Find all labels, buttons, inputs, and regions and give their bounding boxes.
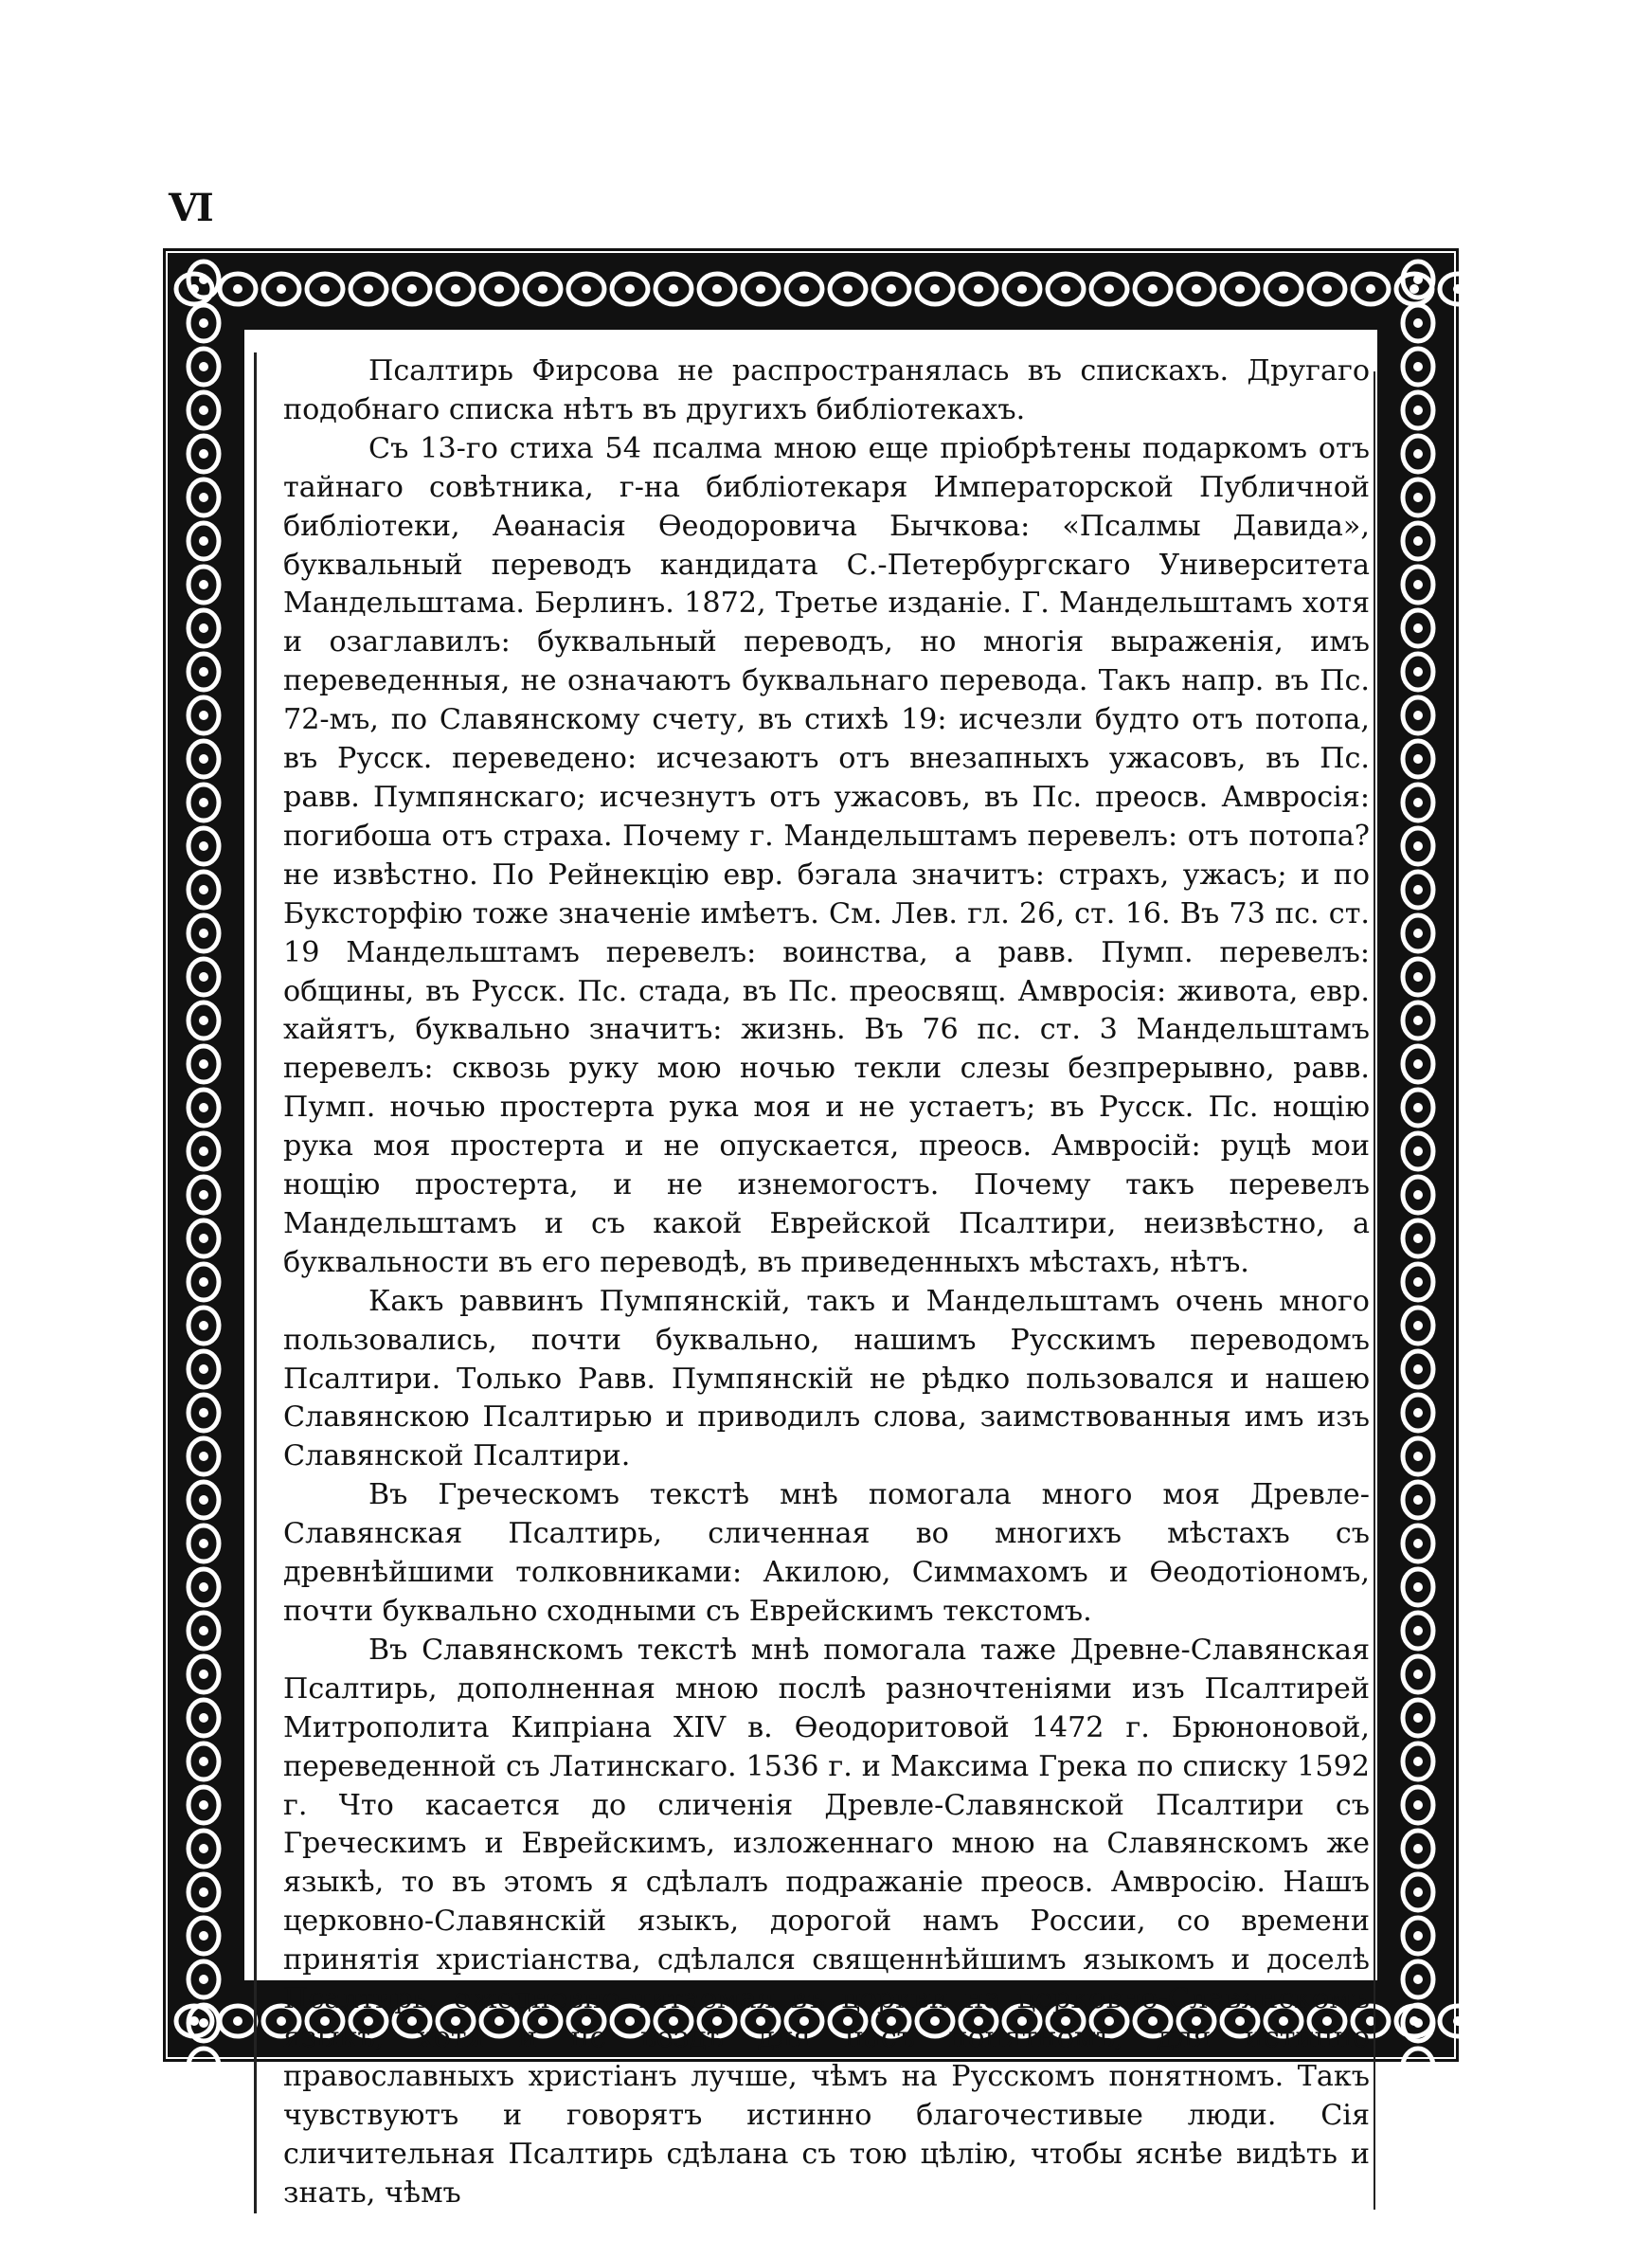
- page-number: VI: [169, 186, 212, 230]
- paragraph: Какъ раввинъ Пумпянскій, такъ и Мандельштамъ очень много пользовались, почти буквально, нашимъ Русскимъ переводомъ Псалтири. Только Равв. Пумпянскій не рѣдко пользовался и нашею Славянскою Псалтирью и приводилъ слова, заимствованныя имъ изъ Славянской Псалтири.: [283, 1284, 1370, 1473]
- paragraph: Съ 13-го стиха 54 псалма мною еще пріобрѣтены подаркомъ отъ тайнаго совѣтника, г-на библіотекаря Императорской Публичной библіотеки, Аѳанасія Ѳеодоровича Бычкова: «Псалмы Давида», буквальный переводъ кандидата С.-Петербургскаго Университета Мандельштама. Берлинъ. 1872, Третье изданіе. Г. Мандельштамъ хотя и озаглавилъ: буквальный переводъ, но многія выраженія, имъ переведенныя, не означаютъ буквальнаго перевода. Такъ напр. въ Пс. 72-мъ, по Славянскому счету, въ стихѣ 19: исчезли будто отъ потопа, въ Русск. переведено: исчезаютъ отъ внезапныхъ ужасовъ, въ Пс. равв. Пумпянскаго; исчезнутъ отъ ужасовъ, въ Пс. преосв. Амвросія: погибоша отъ страха. Почему г. Мандельштамъ перевелъ: отъ потопа? не извѣстно. По Рейнекцію евр. бэгала значитъ: страхъ, ужасъ; и по Буксторфію тоже значеніе имѣетъ. См. Лев. гл. 26, ст. 16. Въ 73 пс. ст. 19 Мандельштамъ перевелъ: воинства, а равв. Пумп. перевелъ: общины, въ Русск. Пс. стада, въ Пс. преосвящ. Амвросія: живота, евр. хайятъ, буквально значитъ: жизнь. Въ 76 пс. ст. 3 Мандельштамъ перевелъ: сквозь руку мою ночью текли слезы безпрерывно, равв. Пумп. ночью простерта рука моя и не устаетъ; въ Русск. Пс. нощію рука моя простерта и не опускается, преосв. Амвросій: руцѣ мои нощію простерта, и не изнемогостъ. Почему такъ перевелъ Мандельштамъ и съ какой Еврейской Псалтири, неизвѣстно, а буквальности въ его переводѣ, въ приведенныхъ мѣстахъ, нѣтъ.: [283, 431, 1370, 1279]
- text-body: [254, 352, 1370, 2213]
- paragraph: Въ Славянскомъ текстѣ мнѣ помогала таже Древне-Славянская Псалтирь, дополненная мною послѣ разночтеніями изъ Псалтирей Митрополита Кипріана XIV в. Ѳеодоритовой 1472 г. Брюноновой, переведенной съ Латинскаго. 1536 г. и Максима Грека по списку 1592 г. Что касается до сличенія Древле-Славянской Псалтири съ Греческимъ и Еврейскимъ, изложеннаго мною на Славянскомъ же языкѣ, то въ этомъ я сдѣлалъ подражаніе преосв. Амвросію. Нашъ церковно-Славянскій языкъ, дорогой намъ России, со времени принятія христіанства, сдѣлался священнѣйшимъ языкомъ и доселѣ Псалтирь, ежедневно-читаемая въ церкви на церковно-Славянскомъ языкѣ, хотя и не вездѣ для насъ понятномъ, для истинно православныхъ христіанъ лучше, чѣмъ на Русскомъ понятномъ. Такъ чувствуютъ и говорятъ истинно благочестивые люди. Сія сличительная Псалтирь сдѣлана съ тою цѣлію, чтобы яснѣе видѣть и знать, чѣмъ: [283, 1633, 1370, 2210]
- paragraph: Псалтирь Фирсова не распространялась въ спискахъ. Другаго подобнаго списка нѣтъ въ другихъ библіотекахъ.: [283, 354, 1370, 426]
- paragraph: Въ Греческомъ текстѣ мнѣ помогала много моя Древле-Славянская Псалтирь, сличенная во многихъ мѣстахъ съ древнѣйшими толковниками: Акилою, Симмахомъ и Ѳеодотіономъ, почти буквально сходными съ Еврейскимъ текстомъ.: [283, 1478, 1370, 1628]
